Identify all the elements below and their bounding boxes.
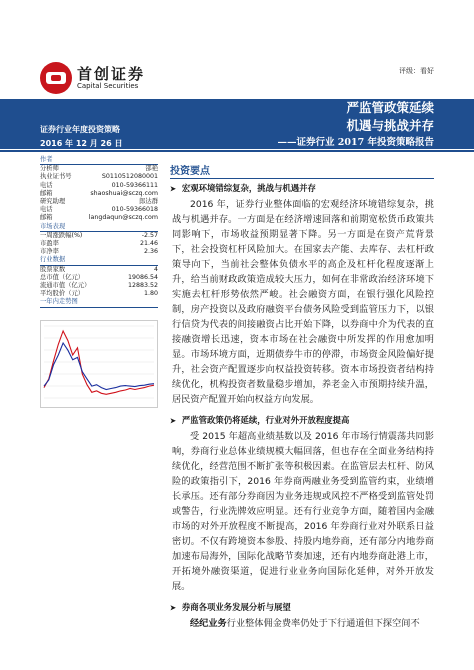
email-label: 邮箱 (40, 189, 53, 197)
email-row (40, 190, 158, 198)
pe-value: 21.46 (139, 240, 158, 248)
license-label: 执业证书号 (40, 173, 72, 181)
analyst-label: 分析师 (40, 165, 59, 173)
weekly-change-row (40, 232, 158, 240)
market-cap-label: 总市值（亿元） (40, 273, 85, 281)
pe-row (40, 240, 158, 248)
email-value: shaoshuai@sczq.com (90, 189, 158, 197)
chart-header: 一年内走势图 (40, 298, 158, 307)
report-type: 证券行业年度投资策略 (40, 125, 120, 134)
brokerage-lead: 经纪业务 (190, 618, 227, 629)
analyst-value: 邵艳 (145, 165, 158, 173)
banner-divider (0, 150, 474, 152)
pb-value: 2.36 (143, 248, 158, 256)
assistant-row (40, 198, 158, 206)
section2-paragraph: 受 2015 年超高业绩基数以及 2016 年市场行情震荡共同影响，券商行业总体业绩规模大幅回落，但也存在全面业务结构持续优化，经营范围不断扩张等积极因素。在监管层去杠杆、防风险的政策指引下，2016 年券商两融业务受到监管约束，业绩增长承压。还有部分券商因为业务违规或风控不严格受到监管处罚或警告，行业洗牌效应明显。还有行业竞争方面，随着国内金融市场的对外开放程度不断提高，2016 年券商行业对外联系日益密切。不仅有跨境资本参股、持股内地券商，还有部分内地券商加速布局海外，国际化战略节奏加速，还有内地券商赴港上市，开拓境外融资渠道，促进行业业务向国际化延伸，对外开放发展。 (172, 431, 434, 592)
rating-label: 评级：看好 (399, 67, 434, 75)
phone-value: 010-59366111 (111, 181, 158, 189)
assistant-value: 郎达群 (139, 198, 158, 206)
market-cap-value: 19086.54 (127, 273, 158, 281)
report-title-line2: 机遇与挑战并存 (346, 118, 434, 133)
market-cap-row (40, 274, 158, 282)
email-label-2: 邮箱 (40, 214, 53, 222)
section3-text: 行业整体佣金费率仍处于下行通道但下探空间不 (226, 618, 420, 629)
market-header: 市场表现 (40, 223, 158, 232)
avg-price-label: 平均股价（元） (40, 290, 85, 298)
float-cap-label: 流通市值（亿元） (40, 282, 91, 290)
section3-heading-text: 券商各项业务发展分析与展望 (181, 602, 291, 612)
industry-header: 行业数据 (40, 256, 158, 265)
report-title-line1: 严监管政策延续 (346, 100, 434, 115)
weekly-change-label: 一周涨跌幅(%) (40, 231, 83, 239)
section1-paragraph: 2016 年，证券行业整体面临的宏观经济环境错综复杂，挑战与机遇并存。一方面是在经济增速回落和前期宽松货币政策共同影响下，市场收益预期显著下降。另一方面是在资产荒背景下，社会投资杠杆风险加大。在国家去产能、去库存、去杠杆政策导向下，当前社会整体负债水平的高企及杠杆化程度逐渐上升，给当前财政政策造成较大压力，如何在非常政治经济环境下实施去杠杆形势依然严峻。社会融资方面，在银行强化风险控制，房产投资以及政府融资平台债务风险受到监管压力下，以银行信贷为代表的间接融资占比开始下降，以券商中介为代表的直接融资增长迅速，资本市场在社会融资中所发挥的作用愈加明显。市场环境方面，近期债券牛市的停滞，市场资金风险偏好提升，社会资产配置逐步向权益投资转移。资本市场投资者结构持续优化，机构投资者数量稳步增加，养老金入市预期持续升温，居民资产配置开始向权益方向发展。 (172, 199, 434, 405)
arrow-icon: ➤ (170, 183, 176, 193)
stock-count-label: 股票家数 (40, 265, 66, 273)
arrow-icon: ➤ (170, 415, 176, 425)
report-subtitle: ——证券行业 2017 年投资策略报告 (277, 137, 434, 148)
arrow-icon: ➤ (170, 602, 176, 612)
company-logo (40, 62, 152, 94)
email-value-2: langdaqun@sczq.com (88, 214, 158, 222)
float-cap-value: 12883.52 (127, 282, 158, 290)
phone-label-2: 电话 (40, 206, 53, 214)
logo-cn-text: 首创证券 (77, 65, 146, 83)
section2-heading-text: 严监管政策仍将延续，行业对外开放程度提高 (181, 415, 350, 425)
section3-paragraph (172, 616, 434, 631)
license-value: S0110512080001 (101, 173, 158, 181)
stock-count-value: 4 (153, 265, 158, 273)
section-title: 投资要点 (170, 162, 434, 179)
assistant-label: 研究助理 (40, 198, 66, 206)
pb-label: 市净率 (40, 248, 59, 256)
license-row (40, 173, 158, 181)
logo-mark-icon (40, 62, 72, 94)
phone-row (40, 182, 158, 190)
section1-heading (170, 182, 434, 194)
phone-value-2: 010-59366018 (111, 206, 158, 214)
report-date: 2016 年 12 月 26 日 (40, 139, 123, 148)
email-row-2 (40, 214, 158, 222)
section3-heading (170, 601, 434, 613)
sidebar-info (40, 156, 158, 308)
logo-en-text: Capital Securities (77, 82, 139, 90)
chart-frame (41, 321, 158, 408)
section2-heading (170, 414, 434, 426)
stock-count-row (40, 266, 158, 274)
author-header: 作者 (40, 156, 158, 165)
phone-label: 电话 (40, 181, 53, 189)
main-content (170, 162, 434, 631)
section1-heading-text: 宏观环境错综复杂，挑战与机遇并存 (181, 183, 316, 193)
pe-label: 市盈率 (40, 240, 59, 248)
weekly-change-value: -2.57 (141, 231, 158, 239)
avg-price-value: 1.80 (143, 290, 158, 298)
one-year-trend-chart (40, 320, 158, 408)
